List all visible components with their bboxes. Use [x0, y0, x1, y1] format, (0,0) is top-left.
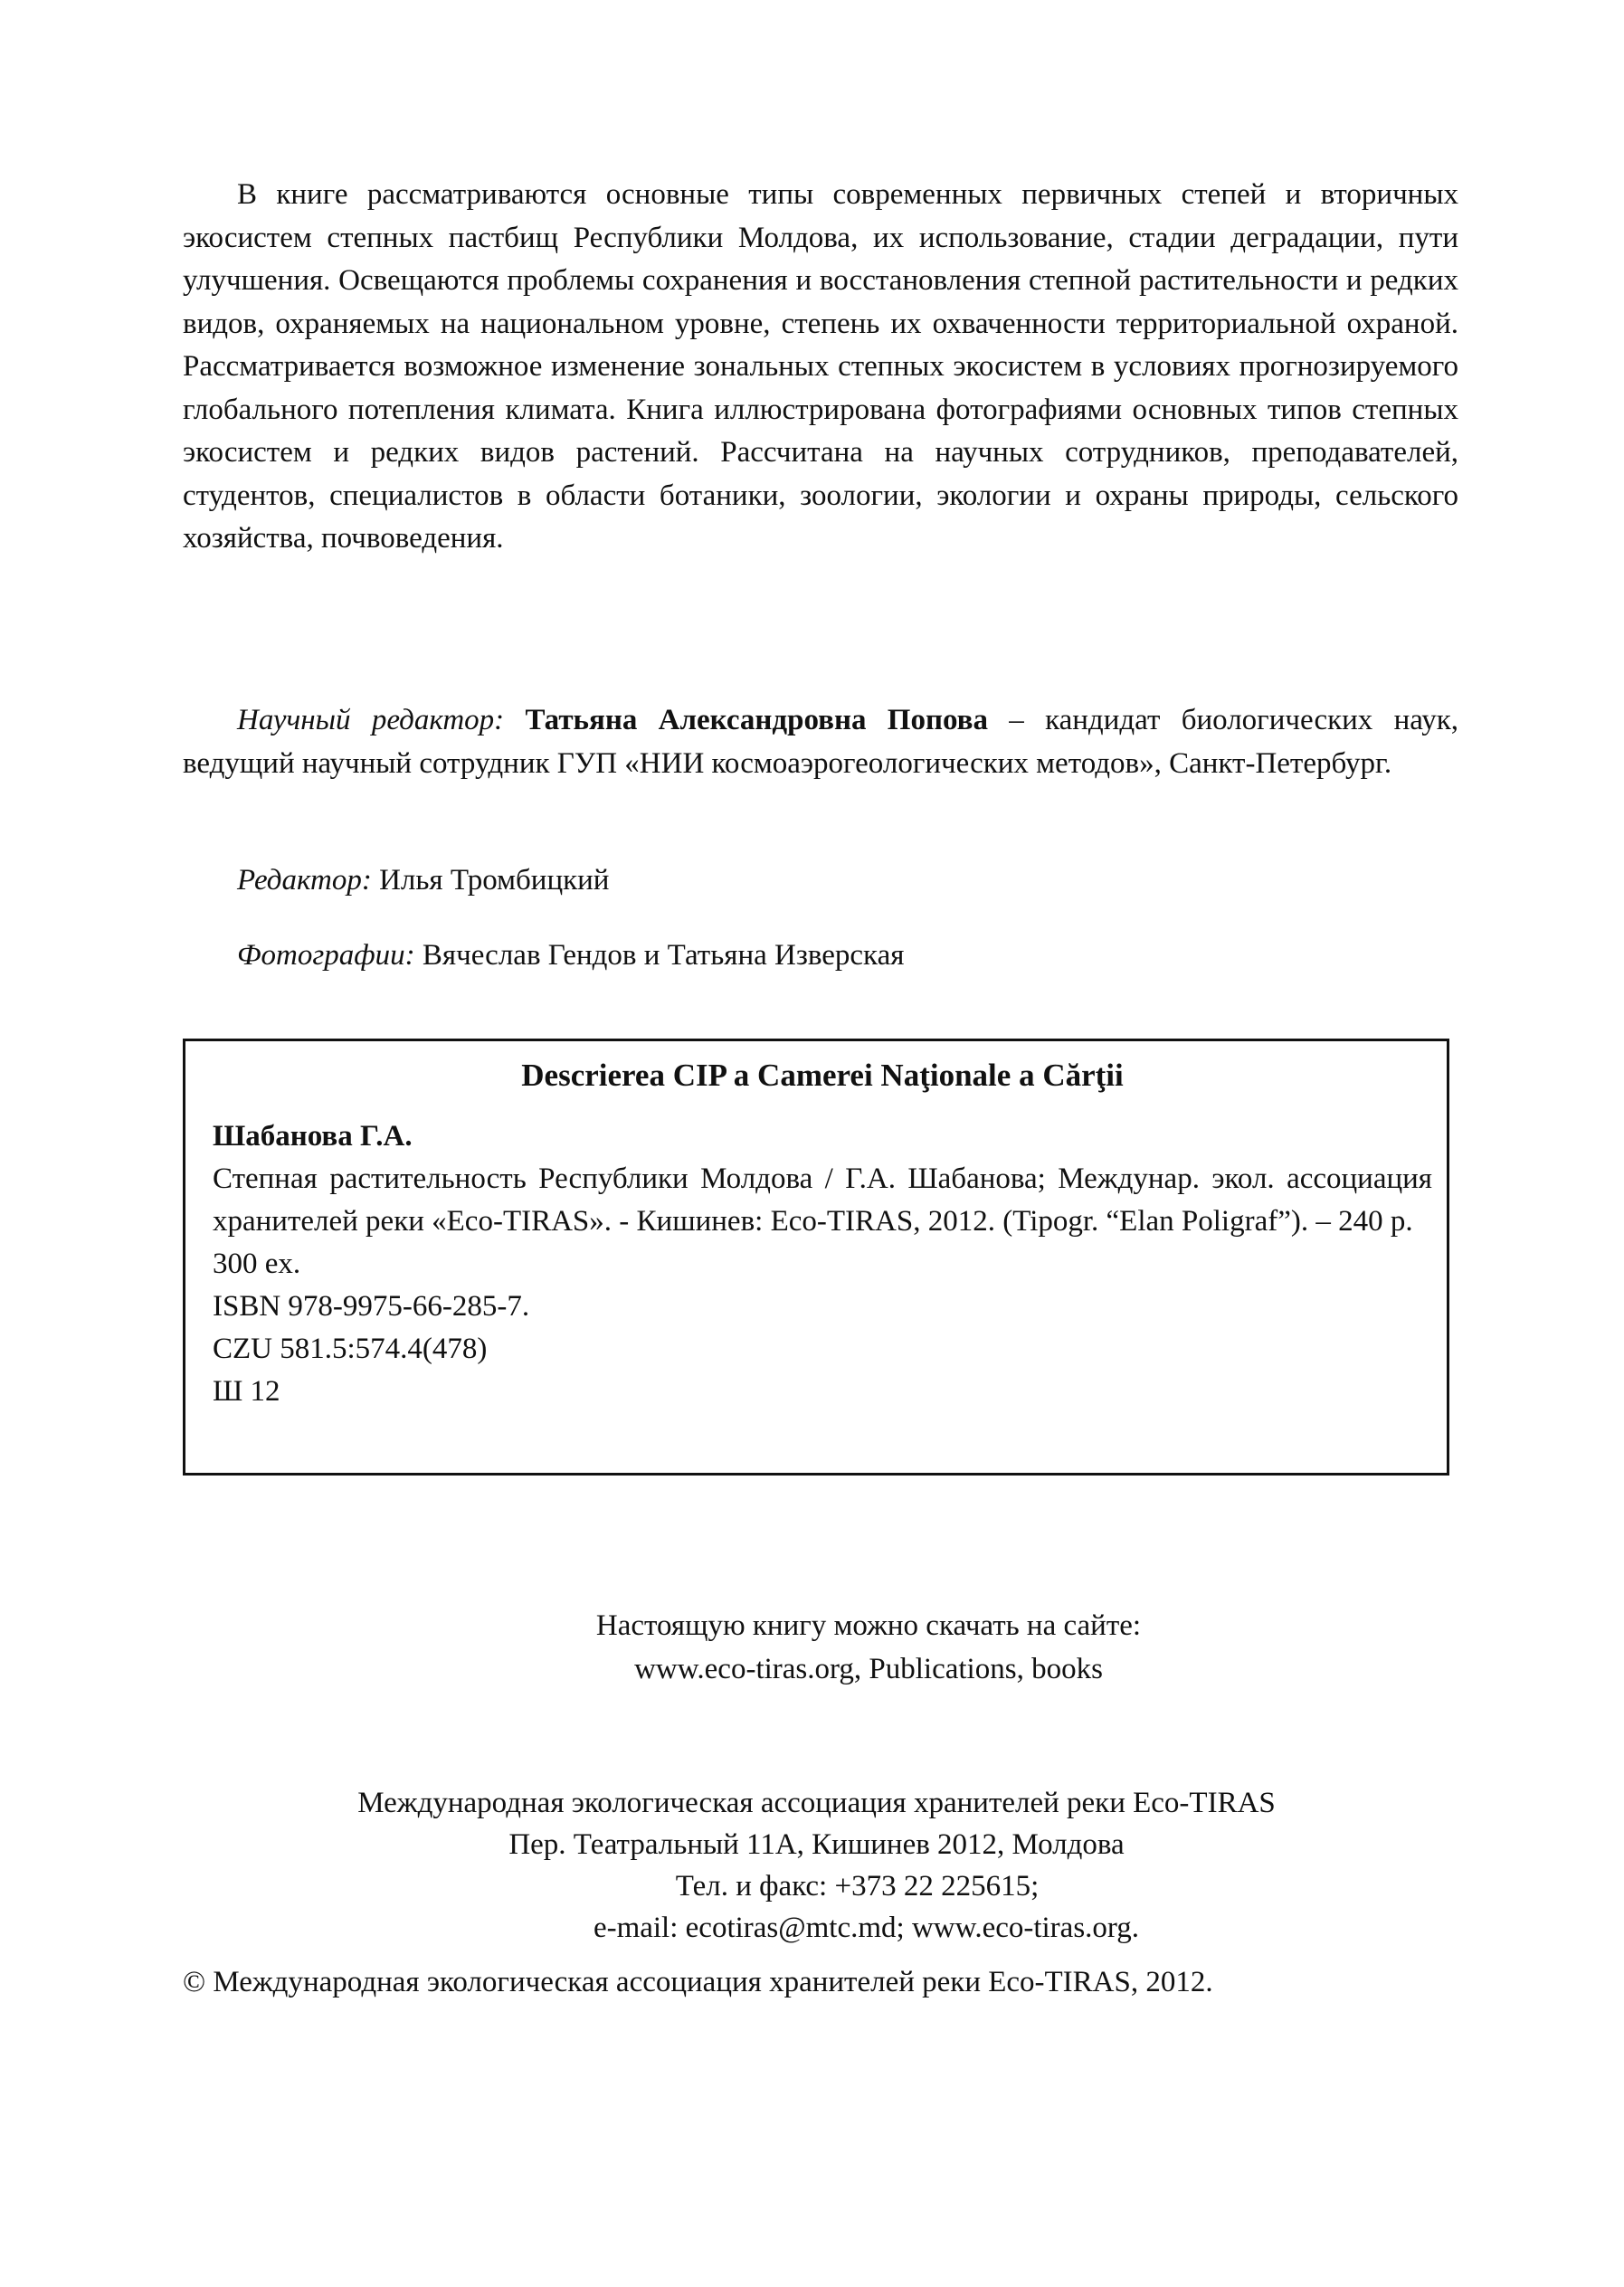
editor-role: Редактор:: [237, 864, 372, 897]
download-note: [0, 1604, 1624, 1691]
scientific-editor-role: Научный редактор:: [237, 704, 505, 736]
cip-title: Descrierea CIP a Camerei Naţionale a Cărţii: [521, 1058, 1124, 1093]
publisher-name: Международная экологическая ассоциация хранителей реки Eco-TIRAS: [357, 1787, 1276, 1819]
cip-description: Степная растительность Республики Молдова / Г.А. Шабанова; Междунар. экол. ассоциация хранителей реки «Eco-TIRAS». - Кишинев: Eco-TIRAS, 2012. (Tipogr. “Elan Poligraf”). – 240 p.: [213, 1162, 1432, 1238]
scientific-editor-credit: [183, 699, 1458, 785]
photos-credit: [183, 935, 1513, 978]
publisher-contact: e-mail: ecotiras@mtc.md; www.eco-tiras.org.: [593, 1912, 1140, 1944]
download-line-1: Настоящую книгу можно скачать на сайте:: [595, 1609, 1142, 1642]
cip-code: Ш 12: [213, 1375, 280, 1408]
photos-name: Вячеслав Гендов и Татьяна Изверская: [422, 939, 905, 972]
cip-isbn: ISBN 978-9975-66-285-7.: [213, 1290, 530, 1323]
publisher-block: [0, 1782, 1624, 1949]
publisher-phone: Тел. и факс: +373 22 225615;: [675, 1870, 1040, 1903]
editor-name: Илья Тромбицкий: [379, 864, 610, 897]
cip-copies: 300 ex.: [213, 1248, 301, 1280]
scientific-editor-details: – кандидат биологических наук, ведущий научный сотрудник ГУП «НИИ космоаэрогеологических методов», Санкт-Петербург.: [183, 704, 1459, 780]
download-line-2: www.eco-tiras.org, Publications, books: [634, 1653, 1103, 1685]
publisher-address: Пер. Театральный 11А, Кишинев 2012, Молдова: [508, 1828, 1125, 1861]
cip-author: Шабанова Г.А.: [213, 1120, 413, 1153]
photos-role: Фотографии:: [237, 939, 415, 972]
cip-czu: CZU 581.5:574.4(478): [213, 1333, 488, 1365]
cip-record-box: [183, 1039, 1449, 1476]
editor-credit: [183, 859, 1513, 903]
copyright-notice: © Международная экологическая ассоциация хранителей реки Eco-TIRAS, 2012.: [183, 1966, 1213, 1998]
scientific-editor-name: Татьяна Александровна Попова: [525, 704, 988, 736]
abstract-paragraph: В книге рассматриваются основные типы современных первичных степей и вторичных экосистем степных пастбищ Республики Молдова, их использование, стадии деградации, пути улучшения. Освещаются проблемы сохранения и восстановления степной растительности и редких видов, охраняемых на национальном уровне, степень их охваченности территориальной охраной. Рассматривается возможное изменение зональных степных экосистем в условиях прогнозируемого глобального потепления климата. Книга иллюстрирована фотографиями основных типов степных экосистем и редких видов растений. Рассчитана на научных сотрудников, преподавателей, студентов, специалистов в области ботаники, зоологии, экологии и охраны природы, сельского хозяйства, почвоведения.: [183, 178, 1458, 555]
